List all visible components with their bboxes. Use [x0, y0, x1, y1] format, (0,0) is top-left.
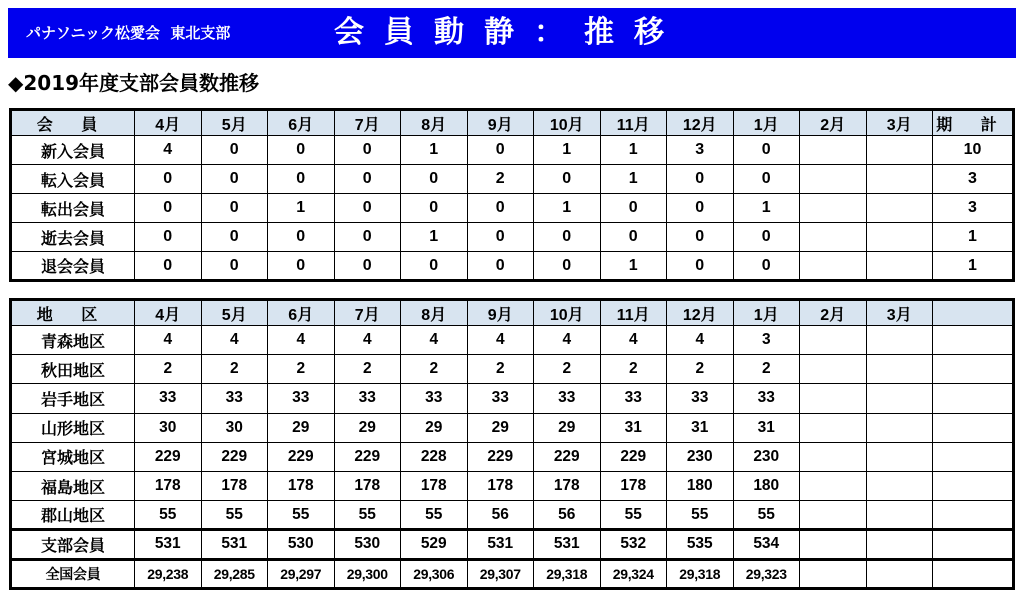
value-cell: 0 [135, 252, 202, 281]
value-cell: 0 [201, 194, 268, 223]
value-cell: 1 [268, 194, 335, 223]
value-cell: 0 [334, 194, 401, 223]
value-cell: 228 [401, 442, 468, 471]
column-header-month: 6月 [268, 110, 335, 136]
value-cell: 178 [201, 471, 268, 500]
value-cell: 29,238 [135, 559, 202, 588]
value-cell: 178 [534, 471, 601, 500]
value-cell: 0 [201, 165, 268, 194]
value-cell: 0 [201, 252, 268, 281]
column-header-month: 10月 [534, 110, 601, 136]
value-cell: 29,318 [534, 559, 601, 588]
column-header-month: 6月 [268, 300, 335, 326]
value-cell: 29,307 [467, 559, 534, 588]
value-cell: 30 [135, 413, 202, 442]
value-cell: 1 [401, 223, 468, 252]
value-cell: 534 [733, 530, 800, 559]
value-cell: 0 [600, 194, 667, 223]
row-label: 支部会員 [11, 530, 135, 559]
value-cell [866, 384, 933, 413]
value-cell: 29,300 [334, 559, 401, 588]
value-cell: 4 [534, 326, 601, 355]
value-cell: 4 [334, 326, 401, 355]
total-cell: 10 [933, 136, 1014, 165]
value-cell: 529 [401, 530, 468, 559]
value-cell: 29 [467, 413, 534, 442]
value-cell [800, 530, 867, 559]
value-cell: 2 [534, 355, 601, 384]
value-cell: 33 [201, 384, 268, 413]
value-cell: 33 [534, 384, 601, 413]
value-cell: 55 [600, 501, 667, 530]
column-header-month: 7月 [334, 110, 401, 136]
value-cell: 229 [135, 442, 202, 471]
value-cell: 0 [667, 194, 734, 223]
value-cell: 229 [600, 442, 667, 471]
value-cell: 3 [667, 136, 734, 165]
total-cell: 3 [933, 165, 1014, 194]
value-cell: 178 [135, 471, 202, 500]
column-header-month: 4月 [135, 300, 202, 326]
organization-name: パナソニック松愛会 東北支部 [26, 24, 231, 42]
value-cell: 4 [401, 326, 468, 355]
table-row [11, 355, 1014, 384]
row-label: 郡山地区 [11, 501, 135, 530]
column-header-month: 5月 [201, 110, 268, 136]
value-cell: 0 [401, 165, 468, 194]
value-cell: 0 [600, 223, 667, 252]
value-cell: 4 [467, 326, 534, 355]
row-label: 退会会員 [11, 252, 135, 281]
value-cell: 0 [467, 194, 534, 223]
value-cell: 535 [667, 530, 734, 559]
value-cell: 29 [401, 413, 468, 442]
value-cell: 0 [401, 252, 468, 281]
table-row [11, 165, 1014, 194]
value-cell [866, 194, 933, 223]
value-cell: 532 [600, 530, 667, 559]
header-banner [8, 8, 1016, 58]
value-cell: 1 [401, 136, 468, 165]
table-row [11, 252, 1014, 281]
value-cell: 2 [467, 165, 534, 194]
value-cell: 33 [600, 384, 667, 413]
column-header-month: 1月 [733, 300, 800, 326]
value-cell: 29,324 [600, 559, 667, 588]
value-cell: 2 [201, 355, 268, 384]
value-cell: 0 [467, 136, 534, 165]
value-cell [866, 471, 933, 500]
column-header-month: 2月 [800, 300, 867, 326]
value-cell [800, 559, 867, 588]
value-cell: 33 [334, 384, 401, 413]
district-membership-table [9, 298, 1015, 590]
value-cell [800, 501, 867, 530]
row-label: 転出会員 [11, 194, 135, 223]
row-label: 宮城地区 [11, 442, 135, 471]
value-cell: 2 [667, 355, 734, 384]
value-cell: 0 [334, 136, 401, 165]
blank-cell [933, 559, 1014, 588]
value-cell: 0 [201, 136, 268, 165]
column-header-month: 8月 [401, 110, 468, 136]
value-cell: 55 [733, 501, 800, 530]
blank-cell [933, 326, 1014, 355]
value-cell: 29 [334, 413, 401, 442]
value-cell: 29 [268, 413, 335, 442]
table-row [11, 530, 1014, 559]
value-cell: 0 [667, 165, 734, 194]
value-cell: 1 [600, 165, 667, 194]
value-cell: 0 [401, 194, 468, 223]
column-header-month: 11月 [600, 300, 667, 326]
value-cell: 0 [201, 223, 268, 252]
value-cell [866, 165, 933, 194]
row-label: 秋田地区 [11, 355, 135, 384]
value-cell: 0 [135, 194, 202, 223]
blank-cell [933, 413, 1014, 442]
column-header-month: 7月 [334, 300, 401, 326]
value-cell: 2 [268, 355, 335, 384]
value-cell: 229 [467, 442, 534, 471]
table-row [11, 501, 1014, 530]
value-cell: 29,323 [733, 559, 800, 588]
column-header-month: 2月 [800, 110, 867, 136]
value-cell: 0 [467, 223, 534, 252]
total-cell: 3 [933, 194, 1014, 223]
value-cell: 0 [534, 252, 601, 281]
value-cell: 530 [334, 530, 401, 559]
blank-cell [933, 530, 1014, 559]
value-cell: 0 [135, 223, 202, 252]
value-cell: 56 [467, 501, 534, 530]
table-header-row [11, 300, 1014, 326]
value-cell: 0 [268, 252, 335, 281]
value-cell: 4 [667, 326, 734, 355]
column-header-month: 12月 [667, 300, 734, 326]
membership-changes-table [9, 108, 1015, 282]
value-cell: 178 [600, 471, 667, 500]
column-header-label: 会 員 [11, 110, 135, 136]
value-cell: 55 [401, 501, 468, 530]
value-cell: 2 [467, 355, 534, 384]
value-cell: 3 [733, 326, 800, 355]
total-cell: 1 [933, 223, 1014, 252]
value-cell [866, 559, 933, 588]
value-cell: 0 [733, 165, 800, 194]
value-cell: 33 [401, 384, 468, 413]
row-label: 新入会員 [11, 136, 135, 165]
value-cell: 229 [334, 442, 401, 471]
column-header-total: 期 計 [933, 110, 1014, 136]
value-cell [800, 471, 867, 500]
value-cell [800, 223, 867, 252]
value-cell: 229 [534, 442, 601, 471]
column-header-month: 8月 [401, 300, 468, 326]
table-row [11, 223, 1014, 252]
value-cell: 1 [600, 252, 667, 281]
value-cell [866, 442, 933, 471]
value-cell: 55 [201, 501, 268, 530]
value-cell: 33 [667, 384, 734, 413]
value-cell: 2 [135, 355, 202, 384]
value-cell [800, 355, 867, 384]
value-cell: 4 [135, 136, 202, 165]
column-header-month: 1月 [733, 110, 800, 136]
row-label: 逝去会員 [11, 223, 135, 252]
value-cell: 0 [334, 165, 401, 194]
blank-cell [933, 501, 1014, 530]
value-cell [866, 530, 933, 559]
value-cell: 0 [135, 165, 202, 194]
value-cell: 0 [733, 252, 800, 281]
column-header-month: 9月 [467, 110, 534, 136]
column-header-month: 3月 [866, 300, 933, 326]
value-cell: 178 [268, 471, 335, 500]
value-cell: 0 [334, 252, 401, 281]
value-cell: 4 [201, 326, 268, 355]
table-row [11, 559, 1014, 588]
value-cell: 1 [733, 194, 800, 223]
value-cell: 29 [534, 413, 601, 442]
value-cell: 29,297 [268, 559, 335, 588]
row-label: 山形地区 [11, 413, 135, 442]
column-header-month: 10月 [534, 300, 601, 326]
value-cell: 33 [135, 384, 202, 413]
row-label: 転入会員 [11, 165, 135, 194]
column-header-month: 12月 [667, 110, 734, 136]
column-header-label: 地 区 [11, 300, 135, 326]
value-cell: 4 [600, 326, 667, 355]
value-cell: 2 [733, 355, 800, 384]
value-cell: 229 [201, 442, 268, 471]
value-cell: 2 [600, 355, 667, 384]
value-cell: 0 [667, 223, 734, 252]
blank-cell [933, 384, 1014, 413]
column-header-month: 11月 [600, 110, 667, 136]
value-cell: 0 [534, 223, 601, 252]
value-cell: 230 [667, 442, 734, 471]
value-cell: 4 [135, 326, 202, 355]
table-header-row [11, 110, 1014, 136]
column-header-blank [933, 300, 1014, 326]
value-cell: 55 [268, 501, 335, 530]
table-row [11, 326, 1014, 355]
value-cell: 0 [268, 165, 335, 194]
value-cell: 531 [135, 530, 202, 559]
value-cell: 0 [268, 223, 335, 252]
value-cell: 33 [268, 384, 335, 413]
value-cell: 229 [268, 442, 335, 471]
value-cell: 30 [201, 413, 268, 442]
value-cell: 55 [334, 501, 401, 530]
value-cell: 29,285 [201, 559, 268, 588]
value-cell: 2 [401, 355, 468, 384]
page-title: 会員動静：推移 [334, 15, 684, 50]
value-cell [800, 413, 867, 442]
value-cell: 531 [201, 530, 268, 559]
value-cell: 0 [534, 165, 601, 194]
value-cell: 1 [534, 194, 601, 223]
value-cell: 55 [135, 501, 202, 530]
blank-cell [933, 471, 1014, 500]
value-cell [800, 165, 867, 194]
blank-cell [933, 355, 1014, 384]
value-cell: 180 [733, 471, 800, 500]
table-row [11, 442, 1014, 471]
value-cell: 33 [467, 384, 534, 413]
value-cell: 33 [733, 384, 800, 413]
value-cell [800, 252, 867, 281]
value-cell: 178 [334, 471, 401, 500]
value-cell [800, 442, 867, 471]
section-heading: ◆2019年度支部会員数推移 [8, 71, 260, 95]
value-cell [866, 501, 933, 530]
value-cell: 1 [534, 136, 601, 165]
value-cell: 29,318 [667, 559, 734, 588]
row-label: 全国会員 [11, 559, 135, 588]
value-cell: 2 [334, 355, 401, 384]
total-cell: 1 [933, 252, 1014, 281]
value-cell: 55 [667, 501, 734, 530]
value-cell: 180 [667, 471, 734, 500]
value-cell: 531 [467, 530, 534, 559]
value-cell: 56 [534, 501, 601, 530]
value-cell: 0 [733, 136, 800, 165]
value-cell: 4 [268, 326, 335, 355]
value-cell: 1 [600, 136, 667, 165]
row-label: 青森地区 [11, 326, 135, 355]
value-cell [866, 136, 933, 165]
value-cell: 178 [401, 471, 468, 500]
value-cell: 0 [467, 252, 534, 281]
value-cell: 530 [268, 530, 335, 559]
value-cell [866, 355, 933, 384]
value-cell: 531 [534, 530, 601, 559]
value-cell [866, 413, 933, 442]
value-cell [800, 384, 867, 413]
value-cell: 230 [733, 442, 800, 471]
blank-cell [933, 442, 1014, 471]
value-cell: 31 [733, 413, 800, 442]
table-row [11, 384, 1014, 413]
value-cell [800, 194, 867, 223]
column-header-month: 9月 [467, 300, 534, 326]
value-cell: 0 [268, 136, 335, 165]
value-cell: 0 [733, 223, 800, 252]
table-row [11, 413, 1014, 442]
row-label: 福島地区 [11, 471, 135, 500]
row-label: 岩手地区 [11, 384, 135, 413]
table-row [11, 471, 1014, 500]
column-header-month: 4月 [135, 110, 202, 136]
column-header-month: 3月 [866, 110, 933, 136]
value-cell [800, 326, 867, 355]
column-header-month: 5月 [201, 300, 268, 326]
value-cell: 0 [667, 252, 734, 281]
value-cell: 31 [667, 413, 734, 442]
value-cell: 178 [467, 471, 534, 500]
value-cell: 0 [334, 223, 401, 252]
value-cell [866, 223, 933, 252]
value-cell: 29,306 [401, 559, 468, 588]
table-row [11, 136, 1014, 165]
value-cell [866, 326, 933, 355]
value-cell [800, 136, 867, 165]
value-cell [866, 252, 933, 281]
table-row [11, 194, 1014, 223]
value-cell: 31 [600, 413, 667, 442]
